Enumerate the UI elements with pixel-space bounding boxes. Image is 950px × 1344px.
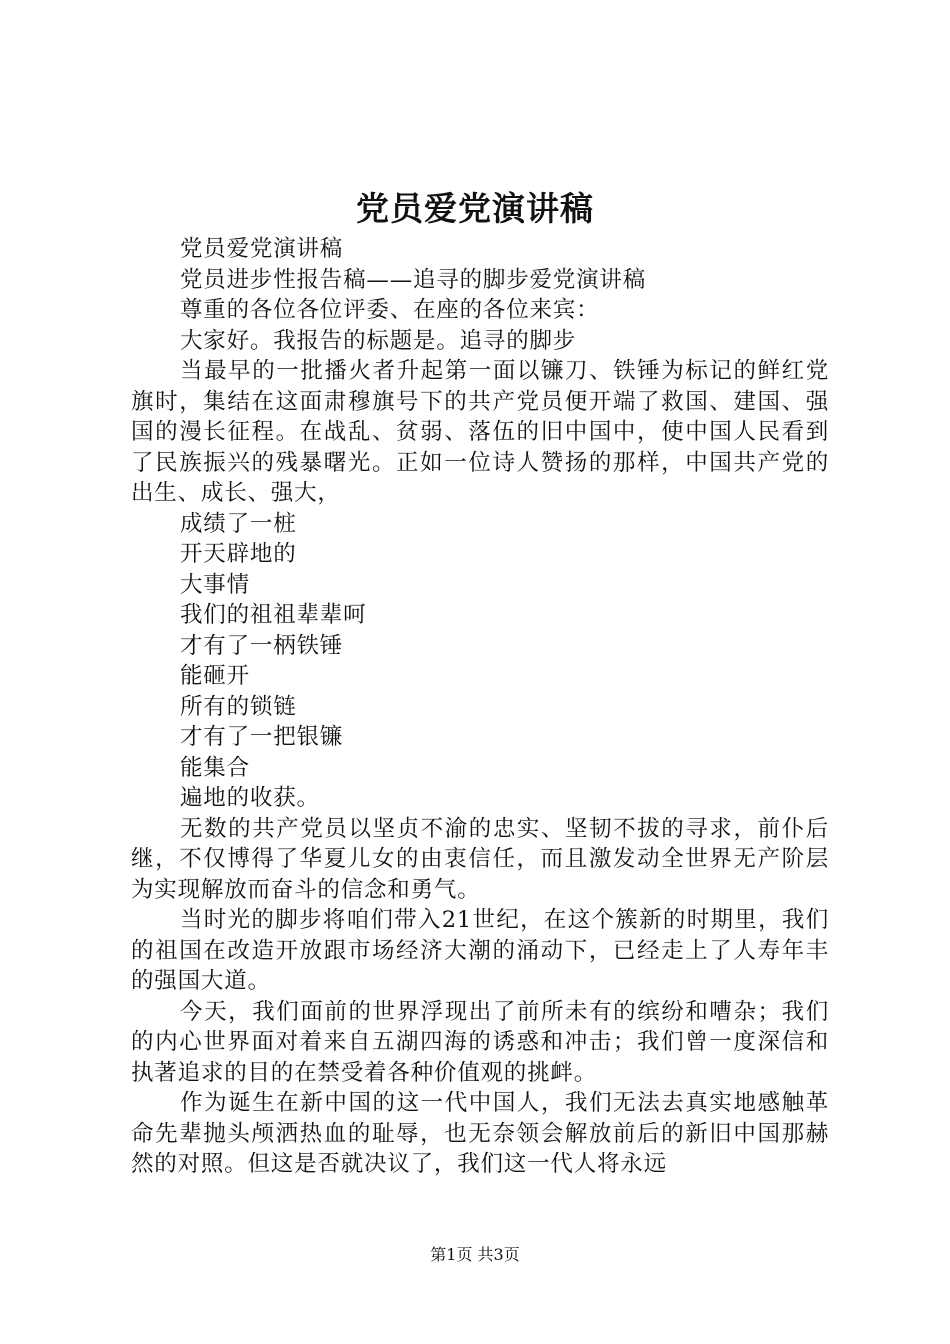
document-body [131,234,829,1180]
paragraph: 大家好。我报告的标题是。追寻的脚步 [180,327,577,354]
paragraph: 党员爱党演讲稿 [180,236,344,262]
poem-line: 能集合 [180,754,250,781]
paragraph: 作为诞生在新中国的这一代中国人，我们无法去真实地感触革命先辈抛头颅洒热血的耻辱，也无奈领会解放前后的新旧中国那赫然的对照。但这是否就决议了，我们这一代人将永远 [131,1090,829,1177]
paragraph: 今天，我们面前的世界浮现出了前所未有的缤纷和嘈杂；我们的内心世界面对着来自五湖四海的诱惑和冲击；我们曾一度深信和执著追求的目的在禁受着各种价值观的挑衅。 [131,998,829,1086]
paragraph: 尊重的各位各位评委、在座的各位来宾： [180,297,600,323]
poem-line: 才有了一柄铁锤 [180,632,344,659]
poem-line: 能砸开 [180,663,250,689]
poem-line: 大事情 [180,571,250,598]
paragraph: 当时光的脚步将咱们带入21世纪，在这个簇新的时期里，我们的祖国在改造开放跟市场经济大潮的涌动下，已经走上了人寿年丰的强国大道。 [131,907,829,994]
poem-line: 遍地的收获。 [180,785,320,811]
poem-line: 开天辟地的 [180,541,297,567]
paragraph: 无数的共产党员以坚贞不渝的忠实、坚韧不拔的寻求，前仆后继，不仅博得了华夏儿女的由衷信任，而且激发动全世界无产阶层为实现解放而奋斗的信念和勇气。 [131,815,829,903]
page-footer: 第1页 共3页 [430,1245,520,1264]
document-title: 党员爱党演讲稿 [356,189,594,228]
poem-line: 我们的祖祖辈辈呵 [180,602,367,628]
poem-line: 才有了一把银镰 [180,724,344,750]
paragraph: 当最早的一批播火者升起第一面以镰刀、铁锤为标记的鲜红党旗时，集结在这面肃穆旗号下的共产党员便开端了救国、建国、强国的漫长征程。在战乱、贫弱、落伍的旧中国中，使中国人民看到了民族振兴的残暴曙光。正如一位诗人赞扬的那样，中国共产党的出生、成长、强大， [131,358,829,506]
poem-line: 成绩了一桩 [180,510,297,537]
poem-line: 所有的锁链 [180,693,297,720]
paragraph: 党员进步性报告稿——追寻的脚步爱党演讲稿 [180,266,647,293]
